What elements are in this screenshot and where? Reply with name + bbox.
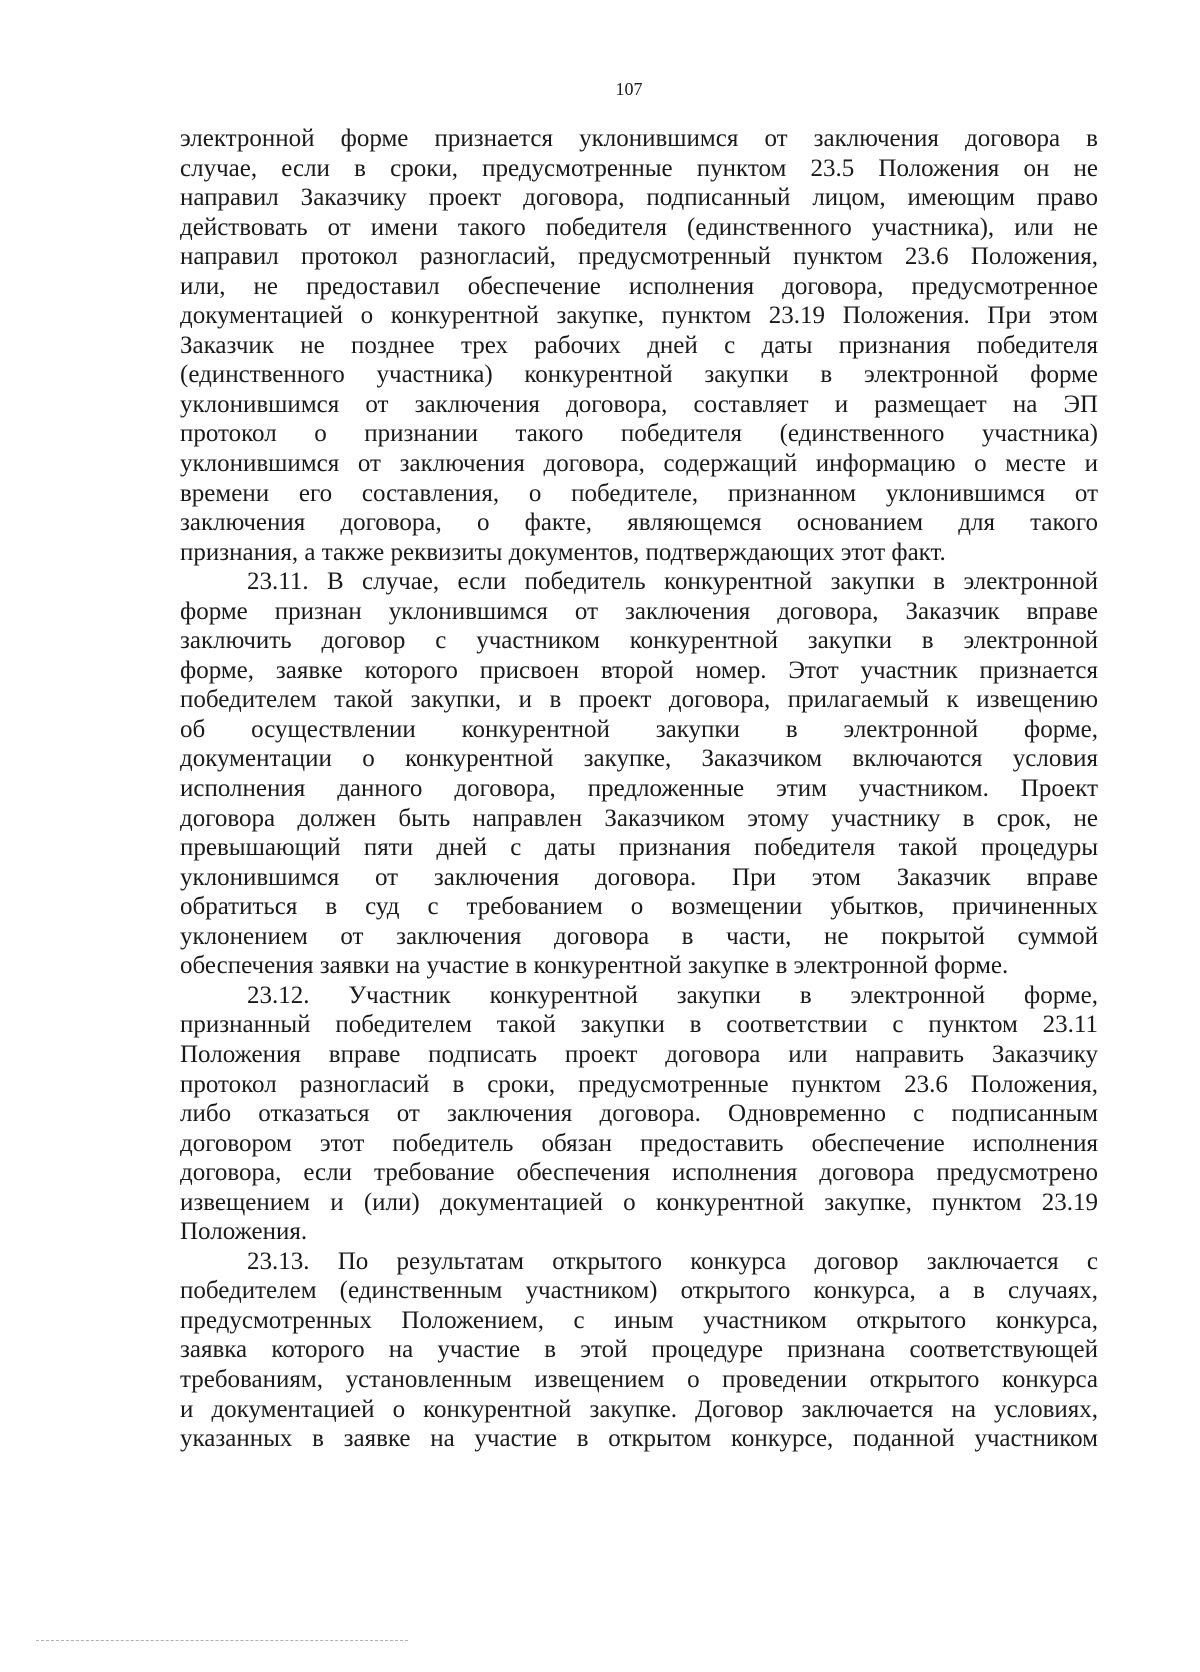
text-line: извещением и (или) документацией о конкурентной закупке, пунктом 23.19 xyxy=(180,1188,1098,1216)
text-line: Заказчик не позднее трех рабочих дней с даты признания победителя xyxy=(180,331,1098,359)
text-line: протокол разногласий в сроки, предусмотренные пунктом 23.6 Положения, xyxy=(180,1070,1098,1098)
text-line: победителем такой закупки, и в проект договора, прилагаемый к извещению xyxy=(180,686,1098,714)
text-line: протокол о признании такого победителя (единственного участника) xyxy=(180,420,1098,448)
text-line: и документацией о конкурентной закупке. Договор заключается на условиях, xyxy=(180,1395,1098,1423)
text-line: обратиться в суд с требованием о возмещении убытков, причиненных xyxy=(180,893,1098,921)
text-line: направил протокол разногласий, предусмотренный пунктом 23.6 Положения, xyxy=(180,243,1098,271)
text-line: случае, если в сроки, предусмотренные пунктом 23.5 Положения он не xyxy=(180,154,1098,182)
footer-divider xyxy=(36,1640,408,1641)
text-line: предусмотренных Положением, с иным участником открытого конкурса, xyxy=(180,1306,1098,1334)
text-line: уклонением от заключения договора в части, не покрытой суммой xyxy=(180,922,1098,950)
text-line: договором этот победитель обязан предоставить обеспечение исполнения xyxy=(180,1129,1098,1157)
paragraph-first-line: 23.11. В случае, если победитель конкурентной закупки в электронной xyxy=(247,568,1098,596)
text-line: времени его составления, о победителе, признанном уклонившимся от xyxy=(180,479,1098,507)
text-line: Положения вправе подписать проект договора или направить Заказчику xyxy=(180,1040,1098,1068)
text-line: уклонившимся от заключения договора. При этом Заказчик вправе xyxy=(180,863,1098,891)
page-number: 107 xyxy=(615,79,643,99)
text-line: Положения. xyxy=(180,1218,308,1246)
text-line: обеспечения заявки на участие в конкурентной закупке в электронной форме. xyxy=(180,952,1009,980)
text-line: признанный победителем такой закупки в соответствии с пунктом 23.11 xyxy=(180,1011,1098,1039)
text-line: электронной форме признается уклонившимся от заключения договора в xyxy=(180,125,1098,152)
text-line: документации о конкурентной закупке, Заказчиком включаются условия xyxy=(180,745,1098,773)
text-line: требованиям, установленным извещением о проведении открытого конкурса xyxy=(180,1365,1098,1393)
text-line: форме, заявке которого присвоен второй номер. Этот участник признается xyxy=(180,656,1098,684)
text-line: либо отказаться от заключения договора. Одновременно с подписанным xyxy=(180,1100,1098,1128)
text-line: уклонившимся от заключения договора, составляет и размещает на ЭП xyxy=(180,390,1098,418)
text-line: указанных в заявке на участие в открытом конкурсе, поданной участником xyxy=(180,1425,1098,1453)
text-line: победителем (единственным участником) открытого конкурса, а в случаях, xyxy=(180,1277,1098,1305)
text-line: или, не предоставил обеспечение исполнения договора, предусмотренное xyxy=(180,272,1098,300)
text-line: заключения договора, о факте, являющемся основанием для такого xyxy=(180,509,1098,537)
paragraph-first-line: 23.12. Участник конкурентной закупки в электронной форме, xyxy=(247,981,1098,1009)
text-line: договора, если требование обеспечения исполнения договора предусмотрено xyxy=(180,1159,1098,1187)
text-line: признания, а также реквизиты документов, подтверждающих этот факт. xyxy=(180,538,946,566)
text-line: форме признан уклонившимся от заключения договора, Заказчик вправе xyxy=(180,597,1098,625)
text-line: документацией о конкурентной закупке, пунктом 23.19 Положения. При этом xyxy=(180,302,1098,330)
text-line: действовать от имени такого победителя (единственного участника), или не xyxy=(180,213,1098,241)
paragraph-first-line: 23.13. По результатам открытого конкурса договор заключается с xyxy=(247,1247,1098,1275)
text-line: об осуществлении конкурентной закупки в электронной форме, xyxy=(180,715,1098,743)
text-line: договора должен быть направлен Заказчиком этому участнику в срок, не xyxy=(180,804,1098,832)
text-line: уклонившимся от заключения договора, содержащий информацию о месте и xyxy=(180,450,1098,478)
text-line: заявка которого на участие в этой процедуре признана соответствующей xyxy=(180,1336,1098,1364)
text-line: исполнения данного договора, предложенные этим участником. Проект xyxy=(180,775,1098,803)
text-line: направил Заказчику проект договора, подписанный лицом, имеющим право xyxy=(180,184,1098,212)
text-line: заключить договор с участником конкурентной закупки в электронной xyxy=(180,627,1098,655)
text-line: (единственного участника) конкурентной закупки в электронной форме xyxy=(180,361,1098,389)
document-text xyxy=(180,124,1098,1454)
text-line: превышающий пяти дней с даты признания победителя такой процедуры xyxy=(180,834,1098,862)
